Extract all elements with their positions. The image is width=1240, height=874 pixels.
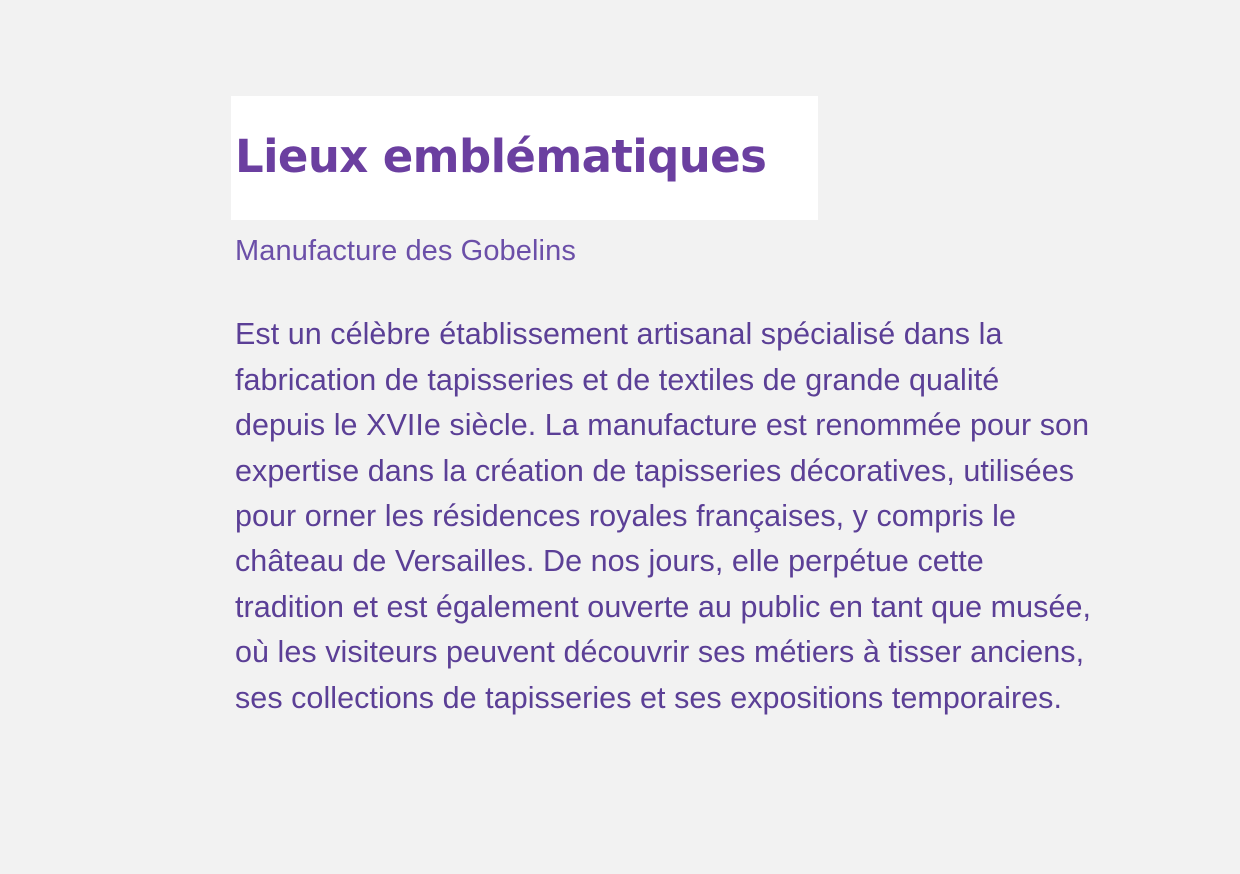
- body-paragraph: Est un célèbre établissement artisanal spécialisé dans la fabrication de tapisseries et de textiles de grande qualité depuis le XVIIe siècle. La manufacture est renommée pour son expertise dans la création de tapisseries décoratives, utilisées pour orner les résidences royales françaises, y compris le château de Versailles. De nos jours, elle perpétue cette tradition et est également ouverte au public en tant que musée, où les visiteurs peuvent découvrir ses métiers à tisser anciens, ses collections de tapisseries et ses expositions temporaires.: [235, 317, 1092, 715]
- page-subtitle: Manufacture des Gobelins: [235, 235, 576, 268]
- content-block: [235, 96, 1115, 721]
- page-title-highlight: [231, 96, 818, 220]
- page-title: Lieux emblématiques: [235, 130, 767, 184]
